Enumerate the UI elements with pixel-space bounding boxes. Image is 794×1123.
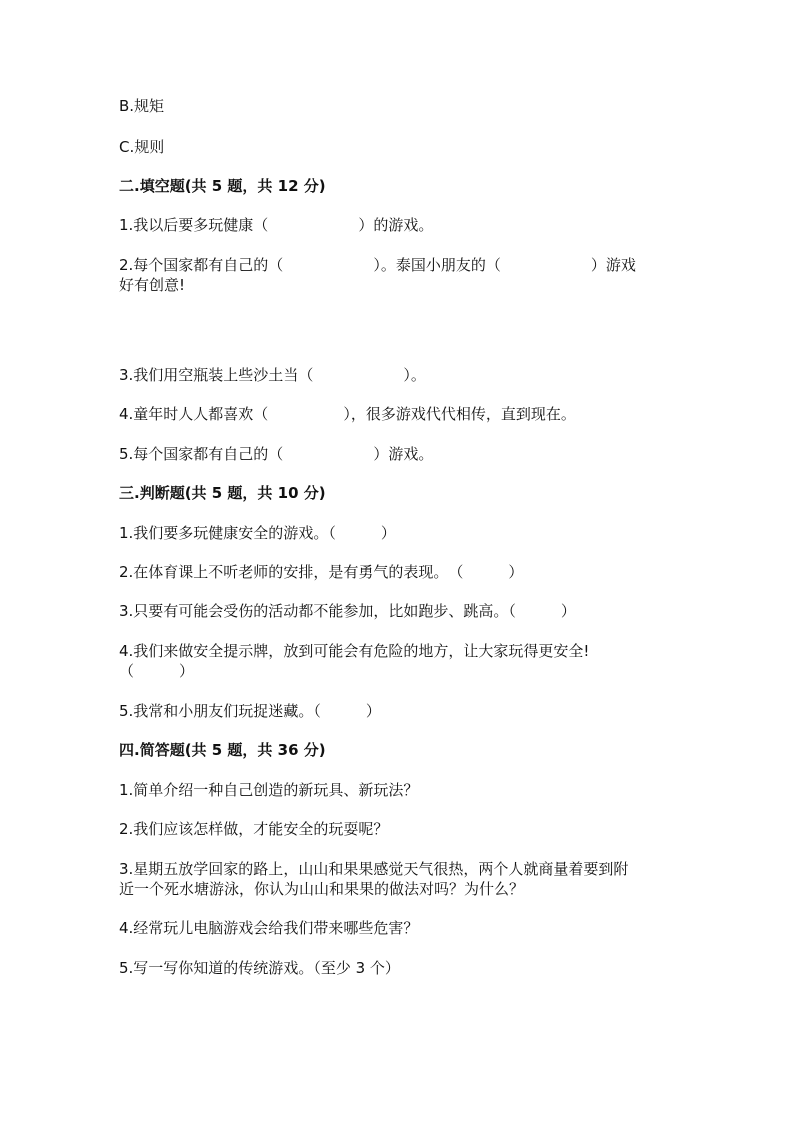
fill-blank-question-5: 5.每个国家都有自己的（ ）游戏。: [119, 445, 434, 463]
short-answer-question-1: 1.简单介绍一种自己创造的新玩具、新玩法？: [119, 781, 419, 799]
short-answer-question-5: 5.写一写你知道的传统游戏。（至少 3 个）: [119, 959, 400, 977]
true-false-question-4: 4.我们来做安全提示牌，放到可能会有危险的地方，让大家玩得更安全!: [119, 642, 590, 660]
option-c: C.规则: [119, 138, 165, 156]
fill-blank-question-2: 2.每个国家都有自己的（ ）。泰国小朋友的（ ）游戏: [119, 256, 636, 274]
fill-blank-question-1: 1.我以后要多玩健康（ ）的游戏。: [119, 216, 434, 234]
section-heading-true-false: 三.判断题(共 5 题，共 10 分): [119, 484, 326, 502]
short-answer-question-4: 4.经常玩儿电脑游戏会给我们带来哪些危害？: [119, 919, 419, 937]
section-heading-short-answer: 四.简答题(共 5 题，共 36 分): [119, 741, 326, 759]
option-b: B.规矩: [119, 97, 165, 115]
true-false-question-3: 3.只要有可能会受伤的活动都不能参加，比如跑步、跳高。（ ）: [119, 602, 576, 620]
section-heading-fill-blank: 二.填空题(共 5 题，共 12 分): [119, 177, 326, 195]
short-answer-question-2: 2.我们应该怎样做，才能安全的玩耍呢？: [119, 820, 389, 838]
true-false-question-4-answer: （ ）: [119, 662, 195, 680]
short-answer-question-3-continued: 近一个死水塘游泳，你认为山山和果果的做法对吗？为什么？: [119, 880, 525, 898]
true-false-question-2: 2.在体育课上不听老师的安排，是有勇气的表现。 （ ）: [119, 563, 524, 581]
fill-blank-question-4: 4.童年时人人都喜欢（ ），很多游戏代代相传，直到现在。: [119, 405, 576, 423]
fill-blank-question-3: 3.我们用空瓶装上些沙土当（ ）。: [119, 366, 426, 384]
true-false-question-1: 1.我们要多玩健康安全的游戏。（ ）: [119, 524, 396, 542]
fill-blank-question-2-continued: 好有创意!: [119, 276, 186, 294]
short-answer-question-3: 3.星期五放学回家的路上，山山和果果感觉天气很热，两个人就商量着要到附: [119, 860, 629, 878]
true-false-question-5: 5.我常和小朋友们玩捉迷藏。（ ）: [119, 702, 381, 720]
